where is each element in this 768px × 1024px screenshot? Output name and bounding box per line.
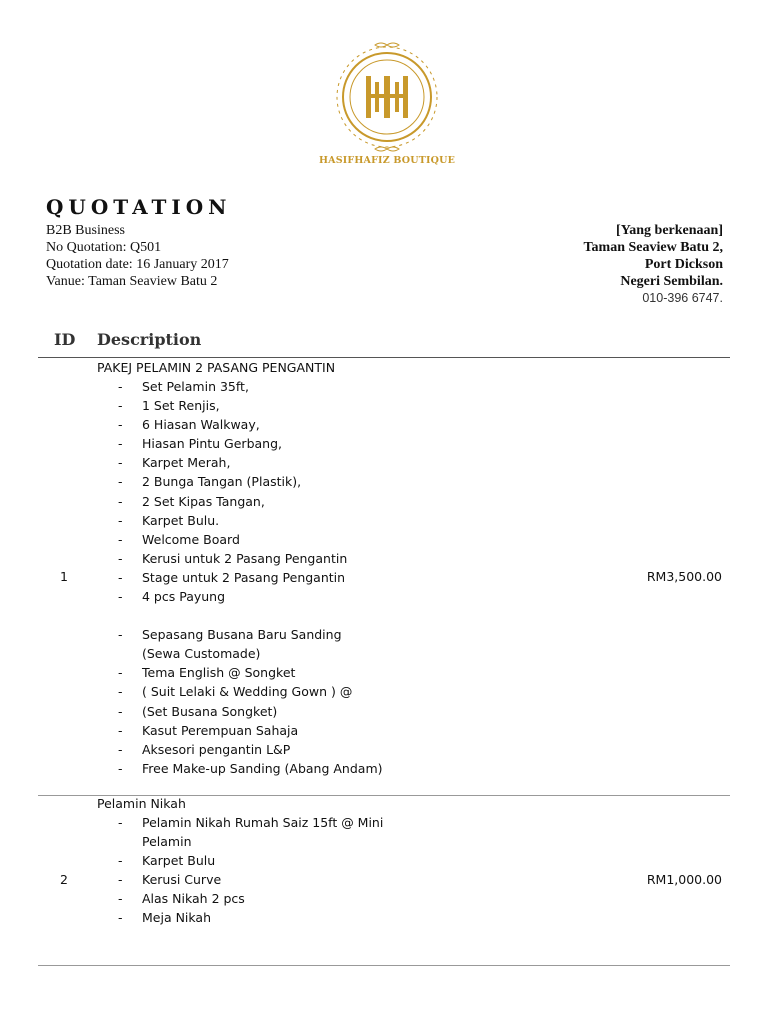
item-text: (Sewa Customade) xyxy=(142,646,261,662)
list-item xyxy=(118,377,383,396)
quotation-date: Quotation date: 16 January 2017 xyxy=(46,257,229,272)
dash-bullet: - xyxy=(118,550,123,566)
item-text: 6 Hiasan Walkway, xyxy=(142,417,260,433)
recipient-line: [Yang berkenaan] xyxy=(616,223,723,238)
list-item xyxy=(118,702,383,721)
dash-bullet: - xyxy=(118,665,123,681)
dash-bullet: - xyxy=(118,741,123,757)
dash-bullet: - xyxy=(118,569,123,585)
list-item xyxy=(118,851,383,870)
dash-bullet: - xyxy=(118,703,123,719)
dash-bullet: - xyxy=(118,379,123,394)
list-item xyxy=(118,889,383,908)
dash-bullet: - xyxy=(118,910,123,926)
item-text: Alas Nikah 2 pcs xyxy=(142,891,245,907)
list-item xyxy=(118,682,383,701)
dash-bullet: - xyxy=(118,891,123,907)
list-item xyxy=(118,568,383,587)
list-spacer xyxy=(118,606,383,625)
row-1-title: PAKEJ PELAMIN 2 PASANG PENGANTIN xyxy=(97,360,336,375)
list-item xyxy=(118,492,383,511)
list-item xyxy=(118,644,383,663)
item-text: 4 pcs Payung xyxy=(142,589,226,605)
item-text: Karpet Merah, xyxy=(142,455,231,471)
header-divider xyxy=(38,357,730,358)
boutique-logo xyxy=(318,40,456,185)
dash-bullet: - xyxy=(118,455,123,471)
quotation-number: No Quotation: Q501 xyxy=(46,240,162,255)
list-item xyxy=(118,415,383,434)
list-item xyxy=(118,663,383,682)
item-text: Kasut Perempuan Sahaja xyxy=(142,722,299,738)
dash-bullet: - xyxy=(118,512,123,528)
list-item xyxy=(118,740,383,759)
item-text: Sepasang Busana Baru Sanding xyxy=(142,627,342,643)
dash-bullet: - xyxy=(118,589,123,605)
column-header-description: Description xyxy=(97,330,202,349)
item-text: Kerusi untuk 2 Pasang Pengantin xyxy=(142,550,348,566)
item-text: Set Pelamin 35ft, xyxy=(142,379,249,394)
dash-bullet: - xyxy=(118,436,123,452)
dash-bullet: - xyxy=(118,760,123,776)
list-item xyxy=(118,587,383,606)
dash-bullet: - xyxy=(118,627,123,643)
table-bottom-divider xyxy=(38,965,730,966)
row-2-items xyxy=(118,813,383,928)
address-line: Negeri Sembilan. xyxy=(620,274,723,289)
item-text: Welcome Board xyxy=(142,531,240,547)
item-text: Meja Nikah xyxy=(142,910,212,926)
item-text: 2 Bunga Tangan (Plastik), xyxy=(142,474,302,490)
item-text: Karpet Bulu. xyxy=(142,512,220,528)
dash-bullet: - xyxy=(118,853,123,869)
item-text: Aksesori pengantin L&P xyxy=(142,741,291,757)
dash-bullet: - xyxy=(118,815,123,830)
item-text: (Set Busana Songket) xyxy=(142,703,278,719)
dash-bullet: - xyxy=(118,398,123,414)
list-item xyxy=(118,625,383,644)
item-text: 2 Set Kipas Tangan, xyxy=(142,493,265,509)
dash-bullet: - xyxy=(118,872,123,888)
list-item xyxy=(118,453,383,472)
row-2-title: Pelamin Nikah xyxy=(97,796,186,811)
list-item xyxy=(118,908,383,927)
row-2-id: 2 xyxy=(60,872,68,887)
row-1-price: RM3,500.00 xyxy=(646,569,722,584)
list-item xyxy=(118,721,383,740)
list-item xyxy=(118,813,383,832)
list-item xyxy=(118,759,383,778)
column-header-id: ID xyxy=(54,330,76,349)
brand-name: HASIFHAFIZ BOUTIQUE xyxy=(318,155,456,166)
dash-bullet: - xyxy=(118,684,123,700)
phone-number: 010-396 6747. xyxy=(642,291,723,305)
list-item xyxy=(118,530,383,549)
list-item xyxy=(118,511,383,530)
item-text: Hiasan Pintu Gerbang, xyxy=(142,436,282,452)
dash-bullet: - xyxy=(118,531,123,547)
row-1-items xyxy=(118,377,383,778)
item-text: Free Make-up Sanding (Abang Andam) xyxy=(142,760,383,776)
item-text: Karpet Bulu xyxy=(142,853,216,869)
list-item xyxy=(118,832,383,851)
address-line: Taman Seaview Batu 2, xyxy=(583,240,723,255)
row-1-id: 1 xyxy=(60,569,68,584)
logo-emblem-icon xyxy=(318,40,456,155)
list-item xyxy=(118,549,383,568)
quotation-meta xyxy=(46,222,229,290)
item-text: Pelamin Nikah Rumah Saiz 15ft @ Mini xyxy=(142,815,384,830)
list-item xyxy=(118,870,383,889)
page-title: QUOTATION xyxy=(46,195,232,219)
dash-bullet: - xyxy=(118,474,123,490)
client-type: B2B Business xyxy=(46,223,125,238)
venue: Vanue: Taman Seaview Batu 2 xyxy=(46,274,218,289)
item-text: Pelamin xyxy=(142,834,192,850)
dash-bullet: - xyxy=(118,417,123,433)
item-text: ( Suit Lelaki & Wedding Gown ) @ xyxy=(142,684,353,700)
item-text: Tema English @ Songket xyxy=(142,665,296,681)
item-text: 1 Set Renjis, xyxy=(142,398,220,414)
item-text: Stage untuk 2 Pasang Pengantin xyxy=(142,569,346,585)
list-item xyxy=(118,396,383,415)
list-item xyxy=(118,472,383,491)
recipient-address xyxy=(583,222,723,307)
address-line: Port Dickson xyxy=(644,257,723,272)
dash-bullet: - xyxy=(118,722,123,738)
item-text: Kerusi Curve xyxy=(142,872,222,888)
dash-bullet: - xyxy=(118,493,123,509)
list-item xyxy=(118,434,383,453)
row-2-price: RM1,000.00 xyxy=(646,872,722,887)
